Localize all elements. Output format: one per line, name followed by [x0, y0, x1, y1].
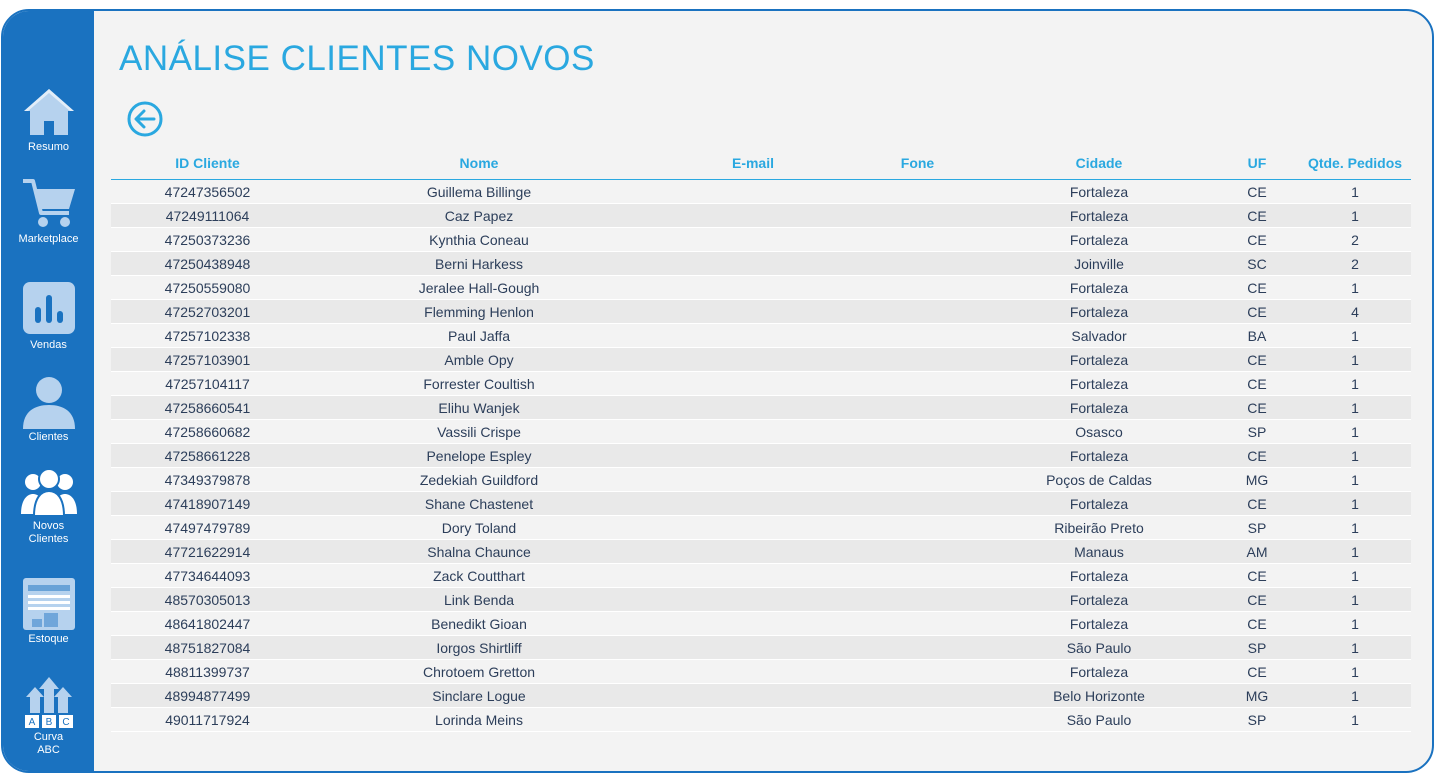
cell-nome: Shalna Chaunce	[304, 540, 654, 564]
cell-id-cliente: 47249111064	[111, 204, 304, 228]
cell-fone	[852, 708, 983, 732]
cell-email	[654, 612, 852, 636]
table-row[interactable]	[111, 636, 1411, 660]
cell-cidade: São Paulo	[983, 708, 1215, 732]
cell-nome: Kynthia Coneau	[304, 228, 654, 252]
cell-qtde-pedidos: 1	[1299, 612, 1411, 636]
sidebar-item-label: Marketplace	[18, 233, 79, 245]
table-row[interactable]	[111, 324, 1411, 348]
cell-cidade: Fortaleza	[983, 180, 1215, 204]
cell-nome: Zack Coutthart	[304, 564, 654, 588]
cell-uf: CE	[1215, 660, 1299, 684]
table-row[interactable]	[111, 540, 1411, 564]
cell-fone	[852, 444, 983, 468]
cell-nome: Paul Jaffa	[304, 324, 654, 348]
cell-qtde-pedidos: 1	[1299, 420, 1411, 444]
cell-uf: CE	[1215, 228, 1299, 252]
cell-nome: Sinclare Logue	[304, 684, 654, 708]
page-title: ANÁLISE CLIENTES NOVOS	[119, 39, 595, 78]
abc-letter-a: A	[28, 717, 35, 728]
table-header-row	[111, 147, 1411, 180]
cell-email	[654, 540, 852, 564]
users-group-icon	[19, 468, 79, 518]
cell-cidade: Poços de Caldas	[983, 468, 1215, 492]
cell-uf: CE	[1215, 300, 1299, 324]
cell-uf: CE	[1215, 564, 1299, 588]
cell-cidade: Joinville	[983, 252, 1215, 276]
cell-uf: CE	[1215, 276, 1299, 300]
cell-email	[654, 660, 852, 684]
cell-id-cliente: 47258660541	[111, 396, 304, 420]
cell-email	[654, 420, 852, 444]
table-row[interactable]	[111, 492, 1411, 516]
cell-id-cliente: 48994877499	[111, 684, 304, 708]
cell-id-cliente: 47349379878	[111, 468, 304, 492]
cell-fone	[852, 300, 983, 324]
cell-cidade: Fortaleza	[983, 204, 1215, 228]
cell-qtde-pedidos: 4	[1299, 300, 1411, 324]
cell-fone	[852, 396, 983, 420]
cell-qtde-pedidos: 1	[1299, 588, 1411, 612]
home-icon	[22, 85, 76, 139]
cell-uf: CE	[1215, 492, 1299, 516]
cell-nome: Dory Toland	[304, 516, 654, 540]
cell-uf: CE	[1215, 588, 1299, 612]
cell-nome: Caz Papez	[304, 204, 654, 228]
cell-nome: Lorinda Meins	[304, 708, 654, 732]
cell-id-cliente: 47250373236	[111, 228, 304, 252]
cell-qtde-pedidos: 2	[1299, 252, 1411, 276]
bar-chart-icon	[22, 281, 76, 337]
cell-id-cliente: 47258660682	[111, 420, 304, 444]
cell-cidade: Fortaleza	[983, 588, 1215, 612]
cell-fone	[852, 468, 983, 492]
cell-id-cliente: 49011717924	[111, 708, 304, 732]
cell-cidade: Fortaleza	[983, 396, 1215, 420]
table-row[interactable]	[111, 588, 1411, 612]
abc-curve-icon	[22, 675, 76, 729]
table-row[interactable]	[111, 252, 1411, 276]
cell-fone	[852, 684, 983, 708]
cell-uf: MG	[1215, 468, 1299, 492]
cell-email	[654, 324, 852, 348]
abc-letter-b: B	[45, 717, 52, 728]
cell-uf: SC	[1215, 252, 1299, 276]
cell-id-cliente: 47257104117	[111, 372, 304, 396]
cell-id-cliente: 47250438948	[111, 252, 304, 276]
cell-fone	[852, 636, 983, 660]
cell-qtde-pedidos: 1	[1299, 540, 1411, 564]
cell-fone	[852, 516, 983, 540]
cart-icon	[21, 177, 77, 231]
cell-uf: CE	[1215, 348, 1299, 372]
column-header-email[interactable]: E-mail	[654, 147, 852, 180]
cell-email	[654, 300, 852, 324]
cell-uf: SP	[1215, 636, 1299, 660]
cell-fone	[852, 420, 983, 444]
cell-qtde-pedidos: 1	[1299, 660, 1411, 684]
table-row[interactable]	[111, 180, 1411, 204]
table-row[interactable]	[111, 468, 1411, 492]
cell-qtde-pedidos: 1	[1299, 564, 1411, 588]
back-button[interactable]	[127, 101, 163, 137]
table-row[interactable]	[111, 420, 1411, 444]
table-row[interactable]	[111, 660, 1411, 684]
sidebar-item-label: Novos Clientes	[28, 520, 69, 545]
cell-email	[654, 708, 852, 732]
cell-email	[654, 492, 852, 516]
cell-id-cliente: 47257102338	[111, 324, 304, 348]
cell-nome: Flemming Henlon	[304, 300, 654, 324]
cell-id-cliente: 47252703201	[111, 300, 304, 324]
cell-email	[654, 348, 852, 372]
cell-id-cliente: 47257103901	[111, 348, 304, 372]
cell-nome: Amble Opy	[304, 348, 654, 372]
cell-qtde-pedidos: 1	[1299, 492, 1411, 516]
sidebar-item-clientes[interactable]	[3, 375, 94, 444]
cell-qtde-pedidos: 1	[1299, 372, 1411, 396]
cell-uf: CE	[1215, 612, 1299, 636]
cell-qtde-pedidos: 1	[1299, 516, 1411, 540]
cell-nome: Elihu Wanjek	[304, 396, 654, 420]
table-row[interactable]	[111, 204, 1411, 228]
cell-email	[654, 252, 852, 276]
sidebar-item-vendas[interactable]	[3, 281, 94, 352]
cell-fone	[852, 276, 983, 300]
cell-id-cliente: 47250559080	[111, 276, 304, 300]
column-header-cidade[interactable]: Cidade	[983, 147, 1215, 180]
cell-email	[654, 564, 852, 588]
cell-email	[654, 684, 852, 708]
cell-id-cliente: 48570305013	[111, 588, 304, 612]
cell-cidade: Fortaleza	[983, 444, 1215, 468]
cell-nome: Vassili Crispe	[304, 420, 654, 444]
table-body	[111, 180, 1411, 732]
table-row[interactable]	[111, 444, 1411, 468]
table-row[interactable]	[111, 708, 1411, 732]
cell-fone	[852, 324, 983, 348]
cell-fone	[852, 612, 983, 636]
sidebar-item-label: Curva ABC	[33, 731, 64, 756]
sidebar-item-estoque[interactable]	[3, 577, 94, 646]
sidebar-item-label: Estoque	[28, 633, 69, 645]
cell-cidade: Manaus	[983, 540, 1215, 564]
cell-cidade: Salvador	[983, 324, 1215, 348]
cell-fone	[852, 252, 983, 276]
table-row[interactable]	[111, 516, 1411, 540]
cell-fone	[852, 492, 983, 516]
cell-cidade: Osasco	[983, 420, 1215, 444]
cell-cidade: Fortaleza	[983, 228, 1215, 252]
cell-uf: CE	[1215, 396, 1299, 420]
cell-nome: Penelope Espley	[304, 444, 654, 468]
table-row[interactable]	[111, 684, 1411, 708]
cell-email	[654, 276, 852, 300]
cell-uf: CE	[1215, 444, 1299, 468]
cell-qtde-pedidos: 1	[1299, 396, 1411, 420]
cell-nome: Benedikt Gioan	[304, 612, 654, 636]
cell-fone	[852, 372, 983, 396]
sidebar-item-resumo[interactable]	[3, 85, 94, 154]
cell-email	[654, 180, 852, 204]
column-header-uf[interactable]: UF	[1215, 147, 1299, 180]
new-clients-table	[111, 147, 1411, 732]
cell-email	[654, 636, 852, 660]
cell-id-cliente: 48751827084	[111, 636, 304, 660]
cell-qtde-pedidos: 1	[1299, 636, 1411, 660]
cell-nome: Shane Chastenet	[304, 492, 654, 516]
table-row[interactable]	[111, 276, 1411, 300]
cell-id-cliente: 48641802447	[111, 612, 304, 636]
cell-nome: Iorgos Shirtliff	[304, 636, 654, 660]
cell-fone	[852, 204, 983, 228]
report-frame	[1, 9, 1434, 773]
cell-qtde-pedidos: 1	[1299, 348, 1411, 372]
table-row[interactable]	[111, 396, 1411, 420]
cell-qtde-pedidos: 1	[1299, 468, 1411, 492]
arrow-left-circle-icon	[127, 101, 163, 137]
cell-cidade: Fortaleza	[983, 564, 1215, 588]
cell-cidade: Fortaleza	[983, 300, 1215, 324]
cell-nome: Link Benda	[304, 588, 654, 612]
warehouse-icon	[22, 577, 76, 631]
cell-email	[654, 468, 852, 492]
cell-nome: Chrotoem Gretton	[304, 660, 654, 684]
cell-uf: SP	[1215, 420, 1299, 444]
cell-uf: CE	[1215, 204, 1299, 228]
cell-uf: CE	[1215, 372, 1299, 396]
cell-fone	[852, 588, 983, 612]
cell-email	[654, 372, 852, 396]
cell-cidade: Ribeirão Preto	[983, 516, 1215, 540]
table-row[interactable]	[111, 348, 1411, 372]
cell-uf: AM	[1215, 540, 1299, 564]
cell-id-cliente: 47418907149	[111, 492, 304, 516]
cell-cidade: Fortaleza	[983, 276, 1215, 300]
cell-id-cliente: 47247356502	[111, 180, 304, 204]
cell-email	[654, 516, 852, 540]
cell-nome: Guillema Billinge	[304, 180, 654, 204]
cell-cidade: Fortaleza	[983, 372, 1215, 396]
cell-uf: SP	[1215, 516, 1299, 540]
cell-fone	[852, 348, 983, 372]
cell-id-cliente: 48811399737	[111, 660, 304, 684]
sidebar-item-label: Resumo	[28, 141, 69, 153]
cell-nome: Zedekiah Guildford	[304, 468, 654, 492]
cell-qtde-pedidos: 1	[1299, 204, 1411, 228]
cell-fone	[852, 228, 983, 252]
cell-email	[654, 588, 852, 612]
cell-cidade: São Paulo	[983, 636, 1215, 660]
cell-cidade: Fortaleza	[983, 612, 1215, 636]
cell-email	[654, 204, 852, 228]
table-row[interactable]	[111, 228, 1411, 252]
cell-email	[654, 444, 852, 468]
sidebar-item-novos-clientes[interactable]	[3, 468, 94, 546]
cell-cidade: Belo Horizonte	[983, 684, 1215, 708]
table-row[interactable]	[111, 300, 1411, 324]
cell-uf: CE	[1215, 180, 1299, 204]
cell-qtde-pedidos: 1	[1299, 684, 1411, 708]
cell-qtde-pedidos: 1	[1299, 276, 1411, 300]
cell-uf: BA	[1215, 324, 1299, 348]
cell-cidade: Fortaleza	[983, 492, 1215, 516]
cell-email	[654, 228, 852, 252]
user-icon	[21, 375, 77, 429]
column-header-nome[interactable]: Nome	[304, 147, 654, 180]
table-row[interactable]	[111, 372, 1411, 396]
column-header-qtde-pedidos[interactable]: Qtde. Pedidos	[1299, 147, 1411, 180]
cell-uf: MG	[1215, 684, 1299, 708]
table-row[interactable]	[111, 612, 1411, 636]
cell-fone	[852, 564, 983, 588]
cell-id-cliente: 47258661228	[111, 444, 304, 468]
cell-email	[654, 396, 852, 420]
sidebar-item-label: Vendas	[30, 339, 67, 351]
sidebar-item-label: Clientes	[28, 431, 69, 443]
sidebar-item-marketplace[interactable]	[3, 177, 94, 246]
column-header-id-cliente[interactable]: ID Cliente	[111, 147, 304, 180]
cell-qtde-pedidos: 2	[1299, 228, 1411, 252]
cell-qtde-pedidos: 1	[1299, 444, 1411, 468]
table-row[interactable]	[111, 564, 1411, 588]
cell-nome: Jeralee Hall-Gough	[304, 276, 654, 300]
column-header-fone[interactable]: Fone	[852, 147, 983, 180]
cell-cidade: Fortaleza	[983, 660, 1215, 684]
cell-qtde-pedidos: 1	[1299, 324, 1411, 348]
cell-fone	[852, 540, 983, 564]
cell-id-cliente: 47721622914	[111, 540, 304, 564]
sidebar-item-curva-abc[interactable]	[3, 675, 94, 757]
cell-cidade: Fortaleza	[983, 348, 1215, 372]
cell-fone	[852, 660, 983, 684]
cell-qtde-pedidos: 1	[1299, 708, 1411, 732]
cell-fone	[852, 180, 983, 204]
cell-nome: Berni Harkess	[304, 252, 654, 276]
abc-letter-c: C	[61, 717, 70, 728]
cell-nome: Forrester Coultish	[304, 372, 654, 396]
cell-id-cliente: 47497479789	[111, 516, 304, 540]
sidebar	[3, 11, 94, 771]
cell-id-cliente: 47734644093	[111, 564, 304, 588]
cell-qtde-pedidos: 1	[1299, 180, 1411, 204]
cell-uf: SP	[1215, 708, 1299, 732]
